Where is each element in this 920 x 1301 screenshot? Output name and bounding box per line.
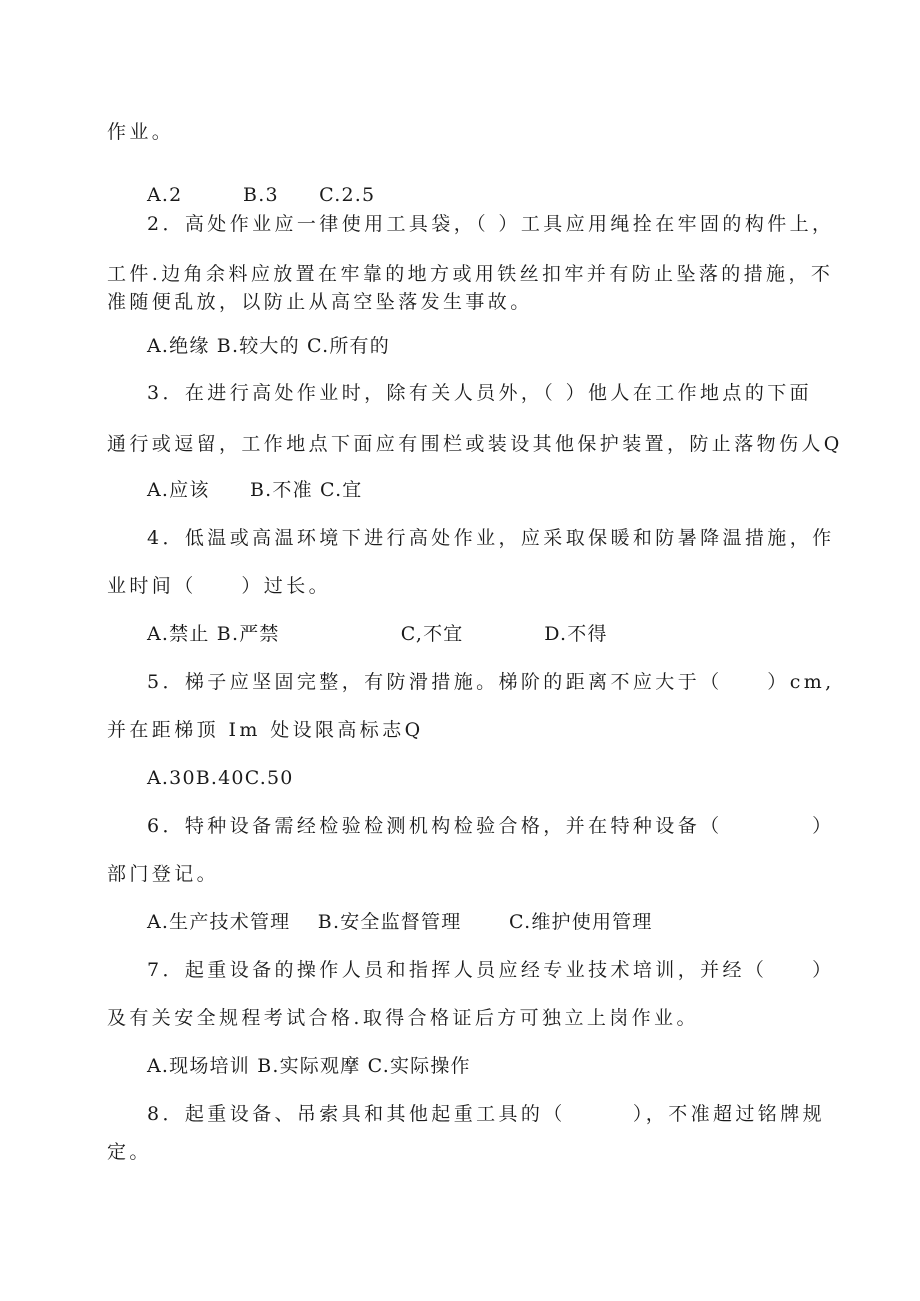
text-line: 定。	[107, 1141, 152, 1163]
question-3: 3．在进行高处作业时，除有关人员外，（ ）他人在工作地点的下面	[147, 382, 813, 404]
text-line: 工件.边角余料应放置在牢靠的地方或用铁丝扣牢并有防止坠落的措施，不	[107, 263, 834, 285]
answer-options: A.30B.40C.50	[147, 767, 294, 789]
question-2: 2．高处作业应一律使用工具袋，（ ）工具应用绳拴在牢固的构件上，	[147, 213, 835, 235]
answer-options: A.禁止 B.严禁 C,不宜 D.不得	[147, 623, 608, 645]
text-line: 部门登记。	[107, 863, 220, 885]
answer-options: A.2 B.3 C.2.5	[147, 184, 376, 206]
question-7: 7．起重设备的操作人员和指挥人员应经专业技术培训，并经（ ）	[147, 959, 835, 981]
text-line: 及有关安全规程考试合格.取得合格证后方可独立上岗作业。	[107, 1007, 699, 1029]
answer-options: A.绝缘 B.较大的 C.所有的	[147, 335, 390, 357]
text-line: 准随便乱放，以防止从高空坠落发生事故。	[107, 291, 533, 313]
text-line: 业时间（ ）过长。	[107, 575, 332, 597]
text-line: 并在距梯顶 Im 处设限高标志Q	[107, 719, 424, 741]
question-4: 4．低温或高温环境下进行高处作业，应采取保暖和防暑降温措施，作	[147, 527, 835, 549]
text-line: 作业。	[107, 121, 175, 143]
question-5: 5．梯子应坚固完整，有防滑措施。梯阶的距离不应大于（ ）cm,	[147, 671, 835, 693]
answer-options: A.应该 B.不准 C.宜	[147, 479, 363, 501]
question-8: 8．起重设备、吊索具和其他起重工具的（ ），不准超过铭牌规	[147, 1103, 825, 1125]
question-6: 6．特种设备需经检验检测机构检验合格，并在特种设备（ ）	[147, 815, 835, 837]
answer-options: A.生产技术管理 B.安全监督管理 C.维护使用管理	[147, 911, 653, 933]
text-line: 通行或逗留，工作地点下面应有围栏或装设其他保护装置，防止落物伤人Q	[107, 433, 843, 455]
answer-options: A.现场培训 B.实际观摩 C.实际操作	[147, 1055, 471, 1077]
